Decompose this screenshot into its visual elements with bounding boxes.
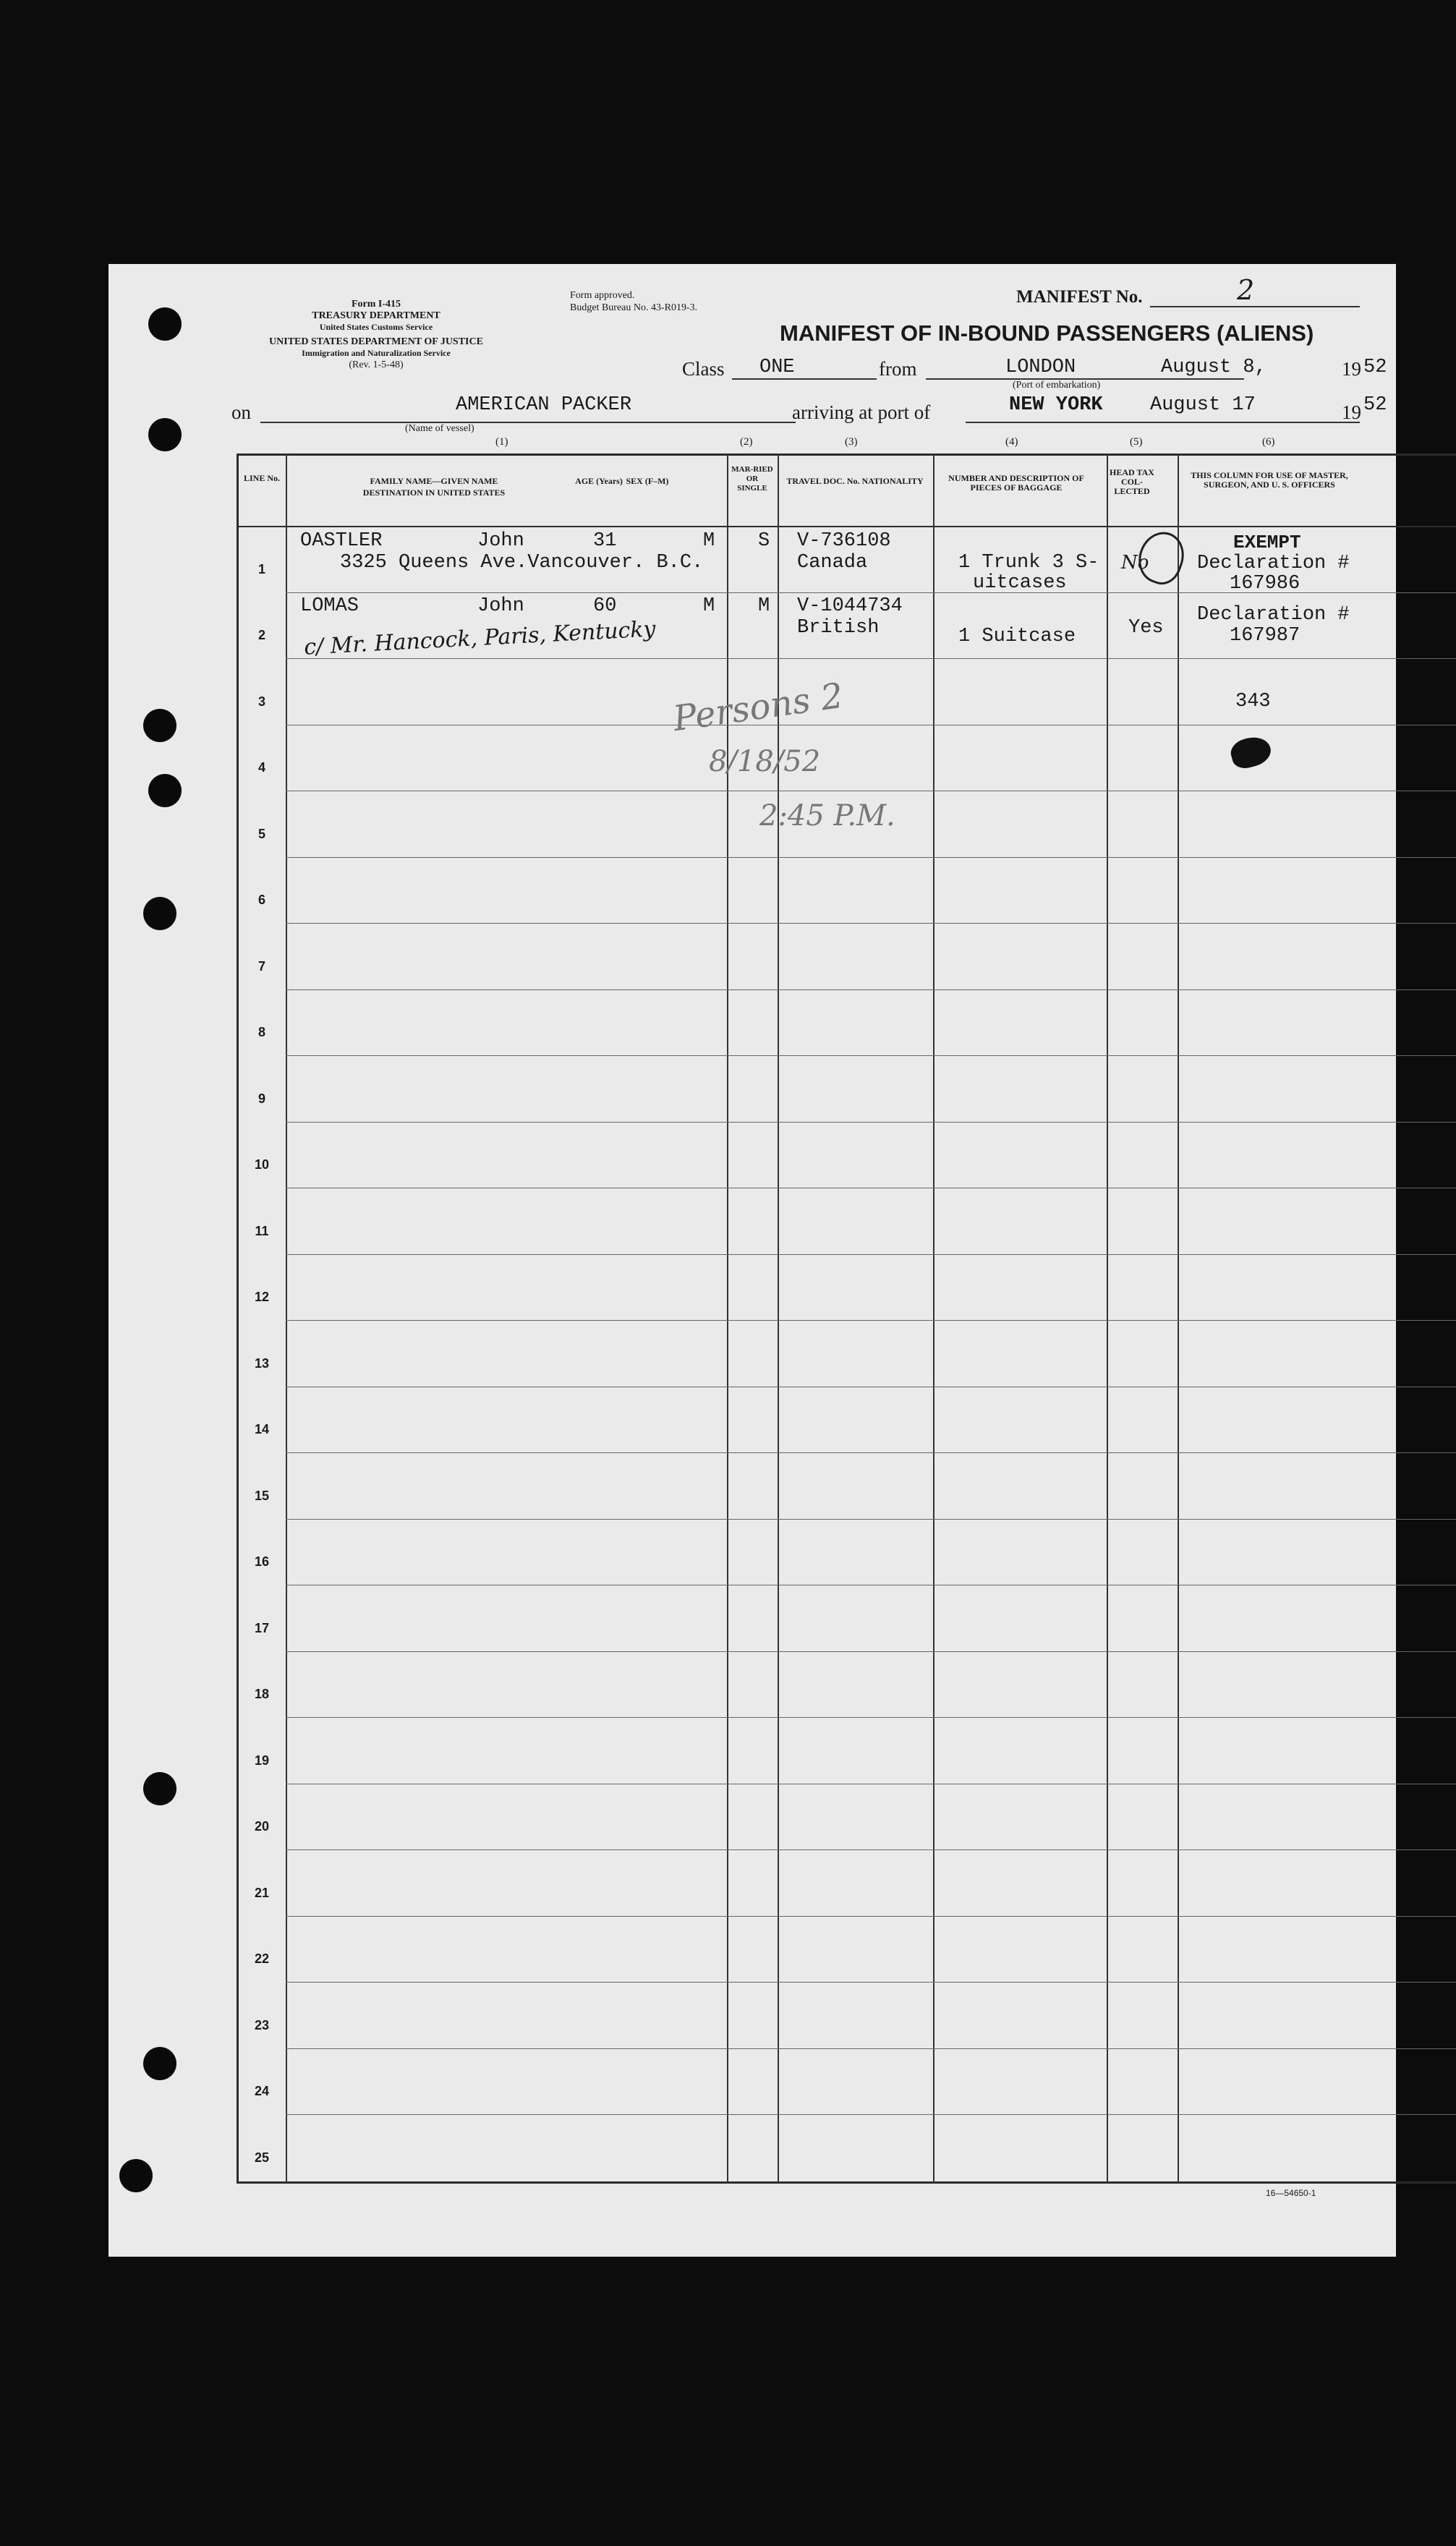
passenger-1-given: John: [477, 530, 524, 552]
row-line: [286, 857, 1456, 858]
form-code: 16—54650-1: [1266, 2188, 1316, 2198]
inspection-time: 2:45 P.M.: [759, 799, 895, 833]
from-label: from: [879, 358, 917, 380]
form-title: MANIFEST OF IN-BOUND PASSENGERS (ALIENS): [780, 320, 1314, 346]
colnum-4: (4): [1005, 436, 1018, 448]
passenger-2-baggage: 1 Suitcase: [958, 626, 1076, 647]
vessel-note: (Name of vessel): [405, 423, 474, 434]
row-line: [286, 989, 1456, 990]
arrival-port: NEW YORK: [1009, 394, 1103, 416]
line-number: 7: [257, 958, 265, 974]
passenger-1-family: OASTLER: [300, 530, 383, 552]
row-line: [286, 923, 1456, 924]
inspection-date: 8/18/52: [709, 745, 821, 778]
line-number: 12: [254, 1290, 270, 1304]
line-number: 21: [254, 1885, 270, 1900]
line-number: 18: [254, 1687, 270, 1701]
header-married: MAR-RIED OR SINGLE: [731, 465, 773, 493]
colnum-3: (3): [845, 436, 858, 448]
row-line: [286, 1055, 1456, 1056]
from-value: LONDON: [1005, 357, 1076, 378]
passenger-1-sex: M: [703, 530, 715, 552]
header-sex: SEX (F–M): [626, 476, 669, 486]
arrival-year: 52: [1363, 394, 1387, 416]
line-number: 11: [255, 1223, 269, 1238]
manifest-sheet: [108, 264, 1396, 2257]
passenger-1-doc: V-736108: [797, 530, 891, 552]
punch-hole: [143, 1772, 176, 1805]
punch-hole: [143, 709, 176, 742]
header-travel: TRAVEL DOC. No. NATIONALITY: [786, 476, 924, 486]
line-number: 16: [254, 1554, 270, 1569]
col-divider-line: [286, 454, 287, 2184]
header-line-no: LINE No.: [243, 473, 280, 483]
line-number: 25: [254, 2150, 270, 2165]
col-divider-travel: [933, 454, 935, 2184]
passenger-1-declaration: Declaration #: [1197, 553, 1350, 574]
row-line: [286, 1916, 1456, 1917]
colnum-6: (6): [1262, 436, 1275, 448]
header-baggage: NUMBER AND DESCRIPTION OF PIECES OF BAGGAGE: [948, 473, 1084, 493]
punch-hole: [119, 2159, 153, 2192]
passenger-1-nationality: Canada: [797, 552, 868, 574]
line-number: 13: [254, 1355, 270, 1371]
arrive-year-prefix: 19: [1342, 401, 1361, 423]
row-line: [286, 1320, 1456, 1321]
punch-hole: [143, 2047, 176, 2080]
header-name: FAMILY NAME—GIVEN NAME: [370, 476, 498, 486]
row-line: [286, 1519, 1456, 1520]
line-number: 14: [254, 1422, 270, 1436]
class-label: Class: [682, 358, 725, 380]
passenger-2-age: 60: [593, 595, 617, 617]
row-line: [286, 1717, 1456, 1718]
passenger-1-married: S: [758, 530, 770, 552]
depart-year-prefix: 19: [1342, 358, 1361, 380]
passenger-2-nationality: British: [797, 617, 880, 639]
justice-dept: UNITED STATES DEPARTMENT OF JUSTICE: [269, 336, 483, 347]
colnum-1: (1): [495, 436, 508, 448]
line-number: 5: [257, 826, 265, 841]
colnum-5: (5): [1130, 436, 1143, 448]
passenger-1-age: 31: [593, 530, 617, 552]
passenger-2-doc: V-1044734: [797, 595, 903, 617]
budget-bureau: Budget Bureau No. 43-R019-3.: [570, 302, 698, 313]
manifest-no-line: [1150, 306, 1360, 307]
arriving-label: arriving at port of: [792, 401, 931, 423]
header-divider: [237, 526, 1456, 527]
row-line: [286, 1982, 1456, 1983]
form-approved: Form approved.: [570, 290, 635, 301]
header-destination: DESTINATION IN UNITED STATES: [362, 488, 506, 498]
passenger-2-family: LOMAS: [300, 595, 359, 617]
treasury-dept: TREASURY DEPARTMENT: [312, 310, 440, 321]
class-line: [732, 378, 877, 380]
line-number: 8: [257, 1025, 265, 1039]
inspector-signature: Persons 2: [670, 675, 846, 740]
manifest-no-label: MANIFEST No.: [1016, 287, 1143, 307]
punch-hole: [148, 774, 182, 807]
form-number: Form I-415: [351, 299, 401, 310]
row-line: [286, 658, 1456, 659]
passenger-1-destination: 3325 Queens Ave.Vancouver. B.C.: [340, 552, 704, 574]
passenger-2-destination: c/ Mr. Hancock, Paris, Kentucky: [303, 616, 657, 660]
colnum-2: (2): [740, 436, 753, 448]
line-number: 6: [257, 893, 265, 907]
line-number: 17: [254, 1620, 270, 1635]
line-number: 4: [257, 760, 265, 775]
passenger-1-stamp: EXEMPT: [1233, 532, 1301, 553]
line-number: 10: [254, 1157, 270, 1172]
row-line: [286, 2048, 1456, 2049]
line-number: 1: [257, 561, 265, 576]
line-number: 22: [254, 1951, 270, 1966]
line-number: 24: [254, 2084, 270, 2098]
row-line: [286, 1651, 1456, 1652]
ins-service: Immigration and Naturalization Service: [302, 348, 451, 358]
passenger-2-sex: M: [703, 595, 715, 617]
passenger-2-decl-number: 167987: [1230, 625, 1300, 647]
line-number: 2: [257, 628, 265, 642]
header-officers: THIS COLUMN FOR USE OF MASTER, SURGEON, AND U. S. OFFICERS: [1191, 470, 1348, 490]
customs-service: United States Customs Service: [319, 322, 433, 332]
passenger-1-baggage-2: uitcases: [973, 572, 1067, 594]
on-label: on: [231, 401, 251, 423]
depart-date: August 8,: [1161, 357, 1266, 378]
line-number: 23: [254, 2017, 270, 2032]
vessel-name: AMERICAN PACKER: [456, 394, 632, 416]
line-number: 19: [254, 1753, 270, 1768]
col-divider-baggage: [1107, 454, 1108, 2184]
embark-note: (Port of embarkation): [1013, 380, 1101, 391]
passenger-2-headtax: Yes: [1128, 617, 1164, 639]
row-line: [286, 1452, 1456, 1453]
passenger-2-married: M: [758, 595, 770, 617]
total-number: 343: [1235, 691, 1271, 712]
line-number: 20: [254, 1819, 270, 1834]
passenger-1-baggage-1: 1 Trunk 3 S-: [958, 552, 1099, 574]
line-number: 15: [254, 1488, 270, 1503]
passenger-1-headtax: No: [1121, 552, 1149, 574]
passenger-2-declaration: Declaration #: [1197, 604, 1350, 626]
line-number: 3: [257, 694, 265, 709]
arrival-date: August 17: [1150, 394, 1256, 416]
line-number: 9: [257, 1091, 265, 1106]
manifest-table: [237, 454, 1456, 2184]
row-line: [286, 2114, 1456, 2115]
depart-year: 52: [1363, 357, 1387, 378]
passenger-2-given: John: [477, 595, 524, 617]
punch-hole: [148, 418, 182, 451]
row-line: [286, 1122, 1456, 1123]
row-line: [286, 1254, 1456, 1255]
manifest-number: 2: [1237, 274, 1255, 306]
col-divider-headtax: [1178, 454, 1179, 2184]
port-line: [966, 422, 1360, 423]
vessel-line: [260, 422, 796, 423]
passenger-1-decl-number: 167986: [1230, 573, 1300, 595]
header-age: AGE (Years): [575, 476, 623, 486]
class-value: ONE: [759, 357, 795, 378]
row-line: [286, 1849, 1456, 1850]
punch-hole: [148, 307, 182, 341]
revision: (Rev. 1-5-48): [349, 359, 404, 370]
header-headtax: HEAD TAX COL-LECTED: [1110, 467, 1154, 496]
punch-hole: [143, 897, 176, 930]
